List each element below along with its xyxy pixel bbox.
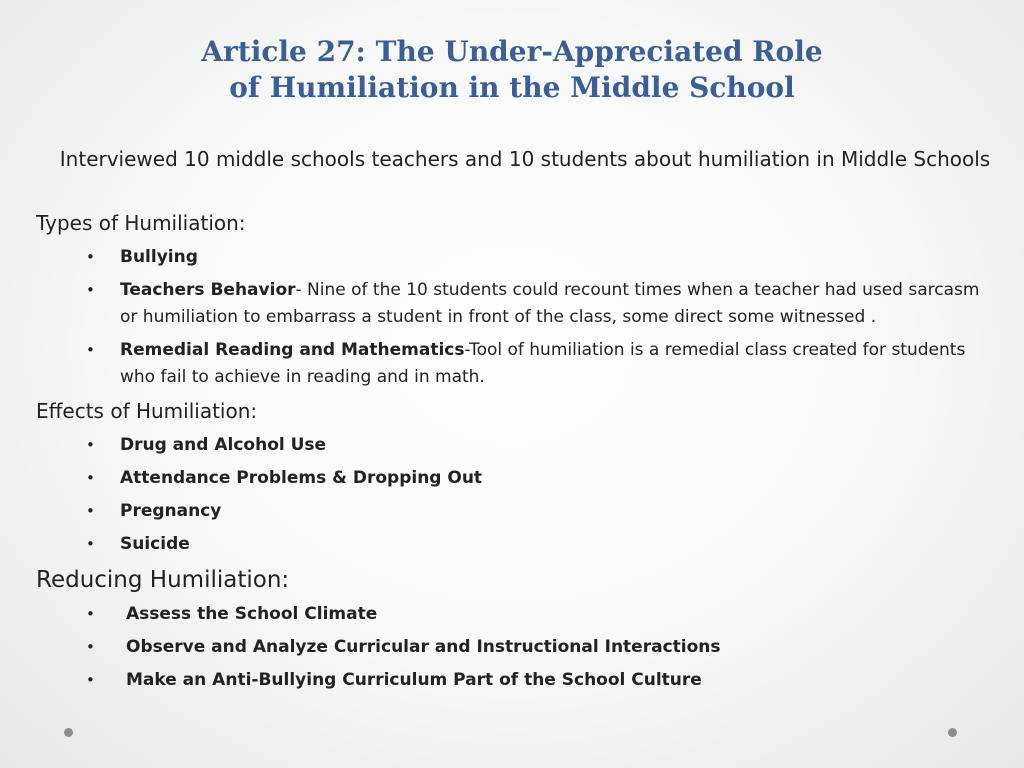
bullet-icon: • [86,502,95,520]
reducing-heading: Reducing Humiliation: [36,567,290,593]
list-item [36,634,1002,661]
types-heading: Types of Humiliation: [36,211,246,235]
item-bold-text: Suicide [120,534,190,554]
corner-dot-left-icon [64,728,73,737]
bullet-icon: • [86,341,95,359]
bullet-icon: • [86,248,95,266]
intro-text: Interviewed 10 middle schools teachers and 10 students about humiliation in Middle Schools [59,147,991,171]
corner-dot-right-icon [948,728,957,737]
item-text: - Nine of the 10 students could recount times when a teacher had used sarcasm or humiliation to embarrass a student in front of the class, some direct some witnessed . [120,280,980,327]
types-list [36,244,1002,391]
item-bold-text: Make an Anti-Bullying Curriculum Part of the School Culture [126,670,702,690]
list-item [36,498,1002,525]
list-item [36,337,1002,391]
list-item [36,531,1002,558]
slide-title [0,34,1024,106]
effects-list [36,432,1002,558]
bullet-icon: • [86,638,95,656]
reducing-list [36,601,1002,694]
effects-heading: Effects of Humiliation: [36,399,258,423]
item-bold-text: Attendance Problems & Dropping Out [120,468,483,488]
slide-title-line-2: of Humiliation in the Middle School [229,71,795,104]
item-bold-text: Remedial Reading and Mathematics [120,340,465,360]
slide-body [36,209,1002,700]
item-text: -Tool of humiliation is a remedial class created for students who fail to achieve in reading and in math. [120,340,966,387]
list-item [36,277,1002,331]
bullet-icon: • [86,671,95,689]
bullet-icon: • [86,605,95,623]
list-item [36,432,1002,459]
bullet-icon: • [86,436,95,454]
bullet-icon: • [86,281,95,299]
list-item [36,244,1002,271]
bullet-icon: • [86,535,95,553]
list-item [36,667,1002,694]
item-bold-text: Drug and Alcohol Use [120,435,327,455]
bullet-icon: • [86,469,95,487]
list-item [36,465,1002,492]
item-bold-text: Bullying [120,247,198,267]
list-item [36,601,1002,628]
slide-title-line-1: Article 27: The Under-Appreciated Role [201,35,823,68]
item-bold-text: Assess the School Climate [126,604,378,624]
item-bold-text: Observe and Analyze Curricular and Instructional Interactions [126,637,721,657]
item-bold-text: Pregnancy [120,501,222,521]
item-bold-text: Teachers Behavior [120,280,296,300]
